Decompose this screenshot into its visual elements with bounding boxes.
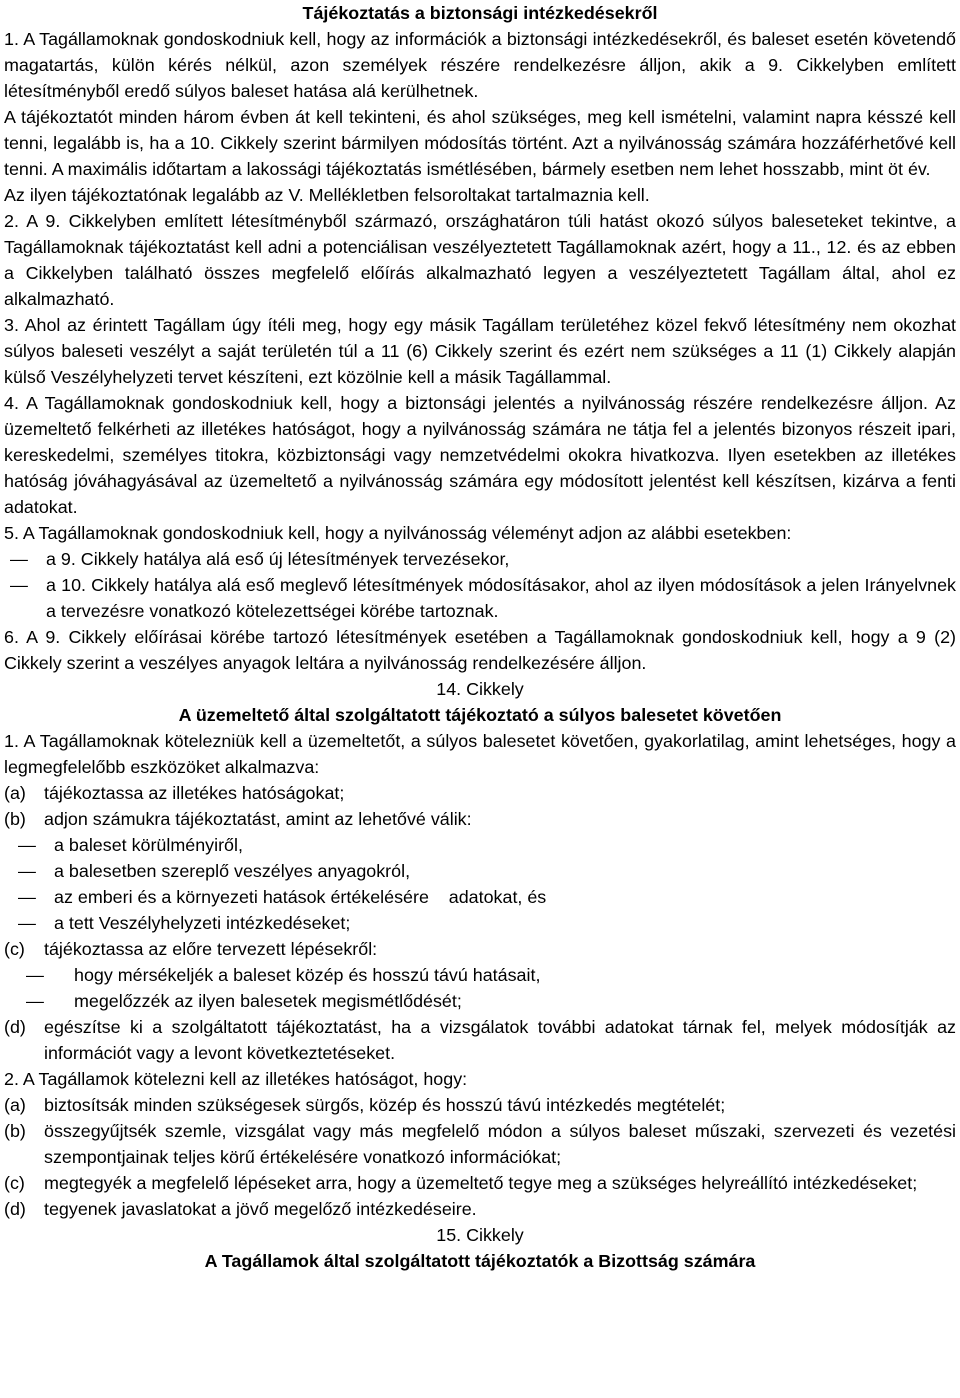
list-item-text: a tett Veszélyhelyzeti intézkedéseket;: [54, 913, 351, 933]
paragraph-13-3: 3. Ahol az érintett Tagállam úgy ítéli meg, hogy egy másik Tagállam területéhez közel fekvő létesítmény nem okozhat súlyos baleseti veszélyt a saját területén túl a 11 (6) Cikkely szerint és ezért nem szükséges a 11 (1) Cikkely alapján külső Veszélyhelyzeti tervet készíteni, ezt közölnie kell a másik Tagállammal.: [4, 315, 956, 387]
paragraph-13-2: 2. A 9. Cikkelyben említett létesítményből származó, országhatáron túli hatást okozó súlyos baleseteket tekintve, a Tagállamoknak tájékoztatást kell adni a potenciálisan veszélyeztetett Tagállamoknak azért, hogy a 11., 12. és az ebben a Cikkelyben található összes megfelelő előírás alkalmazható legyen a veszélyeztetett Tagállam által, ahol ez alkalmazható.: [4, 211, 956, 309]
list-item: [4, 910, 956, 936]
dash-marker: —: [10, 575, 28, 595]
item-text: tájékoztassa az illetékes hatóságokat;: [44, 783, 345, 803]
list-item: [4, 806, 956, 832]
paragraph-13-4: 4. A Tagállamoknak gondoskodniuk kell, hogy a biztonsági jelentés a nyilvánosság részére rendelkezésre álljon. Az üzemeltető felkérheti az illetékes hatóságot, hogy a nyilvánosság számára ne tátja fel a jelentés bizonyos részeit ipari, kereskedelmi, személyes titokra, közbiztonsági vagy nemzetvédelmi okokra hivatkozva. Ilyen esetekben az illetékes hatóság jóváhagyásával az üzemeltető a nyilvánosság számára egy módosított jelentést kell készítsen, kizárva a fenti adatokat.: [4, 393, 956, 517]
item-label: (c): [4, 1173, 25, 1193]
list-item-text: a baleset körülményiről,: [54, 835, 243, 855]
list-item: [4, 884, 956, 910]
list-item: [4, 1118, 956, 1170]
list-item: [4, 780, 956, 806]
paragraph-13-6: 6. A 9. Cikkely előírásai körébe tartozó létesítmények esetében a Tagállamoknak gondoskodniuk kell, hogy a 9 (2) Cikkely szerint a veszélyes anyagok leltára a nyilvánosság rendelkezésére álljon.: [4, 627, 956, 673]
paragraph-13-1: 1. A Tagállamoknak gondoskodniuk kell, hogy az információk a biztonsági intézkedésekről, és baleset esetén követendő magatartás, külön kérés nélkül, azon személyek részére rendelkezésre álljon, akik a 9. Cikkelyben említett létesítményből eredő súlyos baleset hatása alá kerülhetnek.: [4, 29, 956, 101]
article-number-14: 14. Cikkely: [436, 679, 524, 699]
item-text: tegyenek javaslatokat a jövő megelőző intézkedéseire.: [44, 1199, 477, 1219]
list-item: [4, 1170, 956, 1196]
item-label: (d): [4, 1199, 26, 1219]
dash-marker: —: [18, 887, 36, 907]
list-item: [4, 572, 956, 624]
list-item-text: a balesetben szereplő veszélyes anyagokról,: [54, 861, 411, 881]
dash-marker: —: [18, 835, 36, 855]
list-item: [4, 1092, 956, 1118]
list-item: [4, 988, 956, 1014]
dash-marker: —: [26, 991, 44, 1011]
paragraph-14-2: 2. A Tagállamok kötelezni kell az illetékes hatóságot, hogy:: [4, 1069, 468, 1089]
dash-marker: —: [26, 965, 44, 985]
item-text: egészítse ki a szolgáltatott tájékoztatást, ha a vizsgálatok további adatokat tárnak fel, melyek módosítják az információt vagy a levont következtetéseket.: [44, 1017, 956, 1063]
item-label: (a): [4, 783, 26, 803]
list-item: [4, 1014, 956, 1066]
list-item: [4, 936, 956, 962]
list-item-text: a 9. Cikkely hatálya alá eső új létesítmények tervezésekor,: [46, 549, 510, 569]
item-label: (b): [4, 809, 26, 829]
item-text: biztosítsák minden szükségesek sürgős, közép és hosszú távú intézkedés megtételét;: [44, 1095, 726, 1115]
item-text: tájékoztassa az előre tervezett lépésekről:: [44, 939, 378, 959]
list-item: [4, 832, 956, 858]
dash-marker: —: [18, 913, 36, 933]
paragraph-13-1-review: A tájékoztatót minden három évben át kell tekinteni, és ahol szükséges, meg kell ismételni, valamint napra késszé kell tenni, legalább is, ha a 10. Cikkely szerint bármilyen módosítás történt. Azt a nyilvánosság számára hozzáférhetővé kell tenni. A maximális időtartam a lakossági tájékoztatás ismétlésében, bármely esetben nem lehet hosszabb, mint öt év.: [4, 107, 956, 179]
list-item: [4, 1196, 956, 1222]
list-item-text: hogy mérsékeljék a baleset közép és hosszú távú hatásait,: [74, 965, 541, 985]
list-item: [4, 962, 956, 988]
item-text: összegyűjtsék szemle, vizsgálat vagy más megfelelő módon a súlyos baleset műszaki, szervezeti és vezetési szempontjainak teljes körű értékelésére vonatkozó információkat;: [44, 1121, 956, 1167]
list-item: [4, 546, 956, 572]
list-item: [4, 858, 956, 884]
paragraph-13-1-annex: Az ilyen tájékoztatónak legalább az V. Mellékletben felsoroltakat tartalmaznia kell.: [4, 185, 650, 205]
dash-marker: —: [18, 861, 36, 881]
paragraph-13-5: 5. A Tagállamoknak gondoskodniuk kell, hogy a nyilvánosság véleményt adjon az alábbi esetekben:: [4, 523, 792, 543]
list-item-text: megelőzzék az ilyen balesetek megismétlődését;: [74, 991, 462, 1011]
list-item-text: az emberi és a környezeti hatások értékelésére adatokat, és: [54, 887, 547, 907]
article-number-15: 15. Cikkely: [436, 1225, 524, 1245]
article-heading-14: A üzemeltető által szolgáltatott tájékoztató a súlyos balesetet követően: [178, 705, 782, 725]
item-label: (c): [4, 939, 25, 959]
item-text: megtegyék a megfelelő lépéseket arra, hogy a üzemeltető tegye meg a szükséges helyreállító intézkedéseket;: [44, 1173, 918, 1193]
paragraph-14-1: 1. A Tagállamoknak kötelezniük kell a üzemeltetőt, a súlyos balesetet követően, gyakorlatilag, amint lehetséges, hogy a legmegfelelőbb eszközöket alkalmazva:: [4, 731, 956, 777]
document-title: Tájékoztatás a biztonsági intézkedésekről: [302, 3, 658, 23]
dash-marker: —: [10, 549, 28, 569]
article-heading-15: A Tagállamok által szolgáltatott tájékoztatók a Bizottság számára: [204, 1251, 756, 1271]
item-label: (b): [4, 1121, 26, 1141]
list-item-text: a 10. Cikkely hatálya alá eső meglevő létesítmények módosításakor, ahol az ilyen módosítások a jelen Irányelvnek a tervezésre vonatkozó kötelezettségei körébe tartoznak.: [46, 575, 956, 621]
item-text: adjon számukra tájékoztatást, amint az lehetővé válik:: [44, 809, 472, 829]
item-label: (a): [4, 1095, 26, 1115]
item-label: (d): [4, 1017, 26, 1037]
